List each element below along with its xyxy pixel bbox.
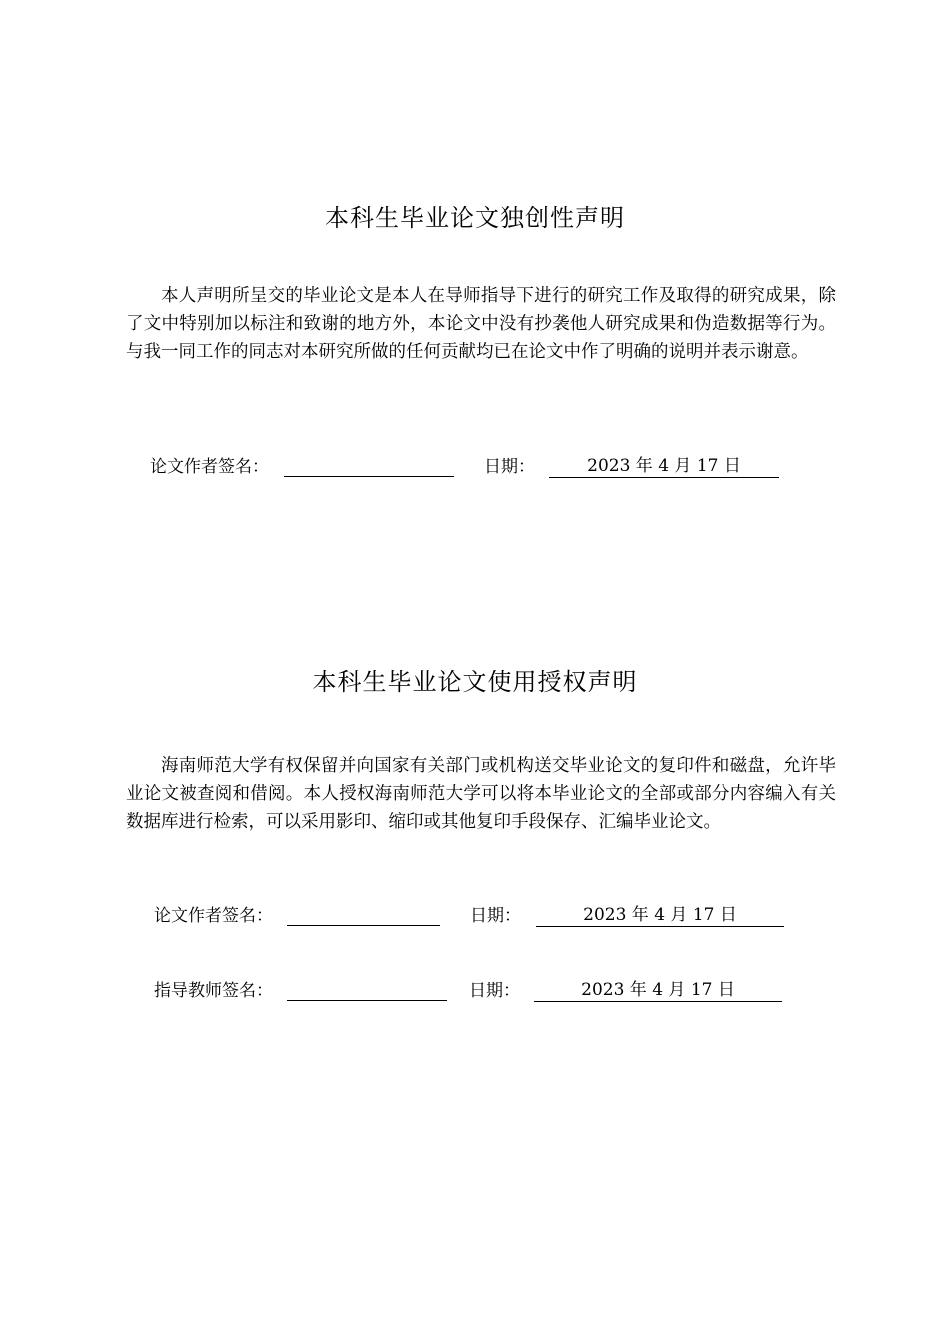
originality-date-label: 日期： [484, 457, 535, 477]
originality-author-signature-field[interactable] [284, 456, 454, 477]
authorization-advisor-date-label: 日期： [469, 981, 520, 1001]
originality-date-field[interactable] [549, 455, 779, 478]
authorization-author-date-value: 2023 年 4 月 17 日 [583, 905, 737, 925]
authorization-author-date-field[interactable] [536, 904, 784, 927]
authorization-author-sign-label: 论文作者签名： [154, 906, 273, 926]
originality-date-value: 2023 年 4 月 17 日 [587, 456, 741, 476]
authorization-advisor-signature-field[interactable] [287, 980, 447, 1001]
originality-paragraph: 本人声明所呈交的毕业论文是本人在导师指导下进行的研究工作及取得的研究成果，除了文中特别加以标注和致谢的地方外，本论文中没有抄袭他人研究成果和伪造数据等行为。与我一同工作的同志对本研究所做的任何贡献均已在论文中作了明确的说明并表示谢意。 [126, 286, 836, 362]
authorization-advisor-date-field[interactable] [534, 979, 782, 1002]
originality-author-sign-label: 论文作者签名： [150, 457, 269, 477]
authorization-author-date-label: 日期： [470, 906, 521, 926]
authorization-paragraph: 海南师范大学有权保留并向国家有关部门或机构送交毕业论文的复印件和磁盘，允许毕业论文被查阅和借阅。本人授权海南师范大学可以将本毕业论文的全部或部分内容编入有关数据库进行检索，可以采用影印、缩印或其他复印手段保存、汇编毕业论文。 [126, 756, 836, 832]
authorization-advisor-sign-label: 指导教师签名： [154, 981, 273, 1001]
authorization-author-signature-field[interactable] [287, 905, 440, 926]
authorization-title: 本科生毕业论文使用授权声明 [312, 668, 638, 696]
originality-title: 本科生毕业论文独创性声明 [325, 204, 625, 232]
authorization-advisor-date-value: 2023 年 4 月 17 日 [581, 980, 735, 1000]
